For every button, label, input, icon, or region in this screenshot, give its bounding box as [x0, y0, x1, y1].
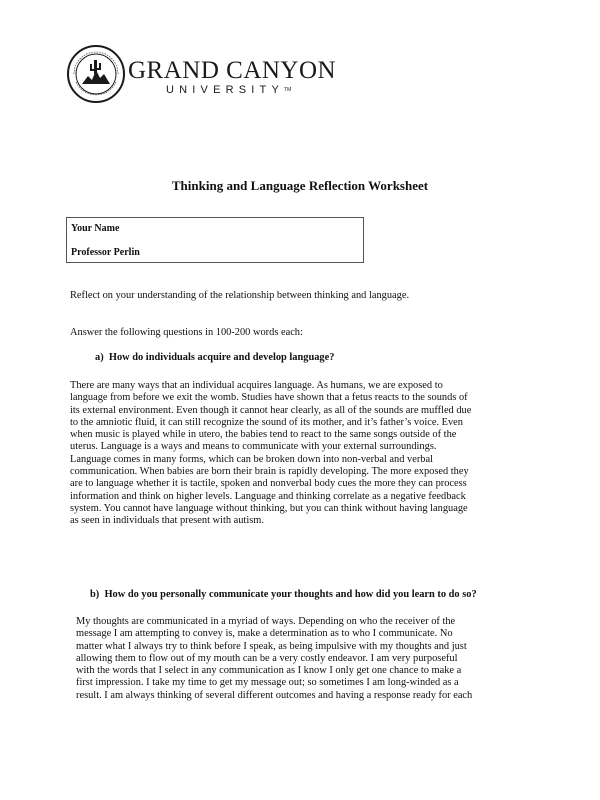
answer-a	[70, 380, 540, 528]
name-box	[66, 217, 364, 263]
intro-text: Reflect on your understanding of the relationship between thinking and language.	[70, 290, 410, 301]
worksheet-title: Thinking and Language Reflection Worksheet	[171, 178, 429, 193]
instructions-text: Answer the following questions in 100-200 words each:	[70, 327, 303, 338]
logo-wordmark: GRAND CANYON	[128, 57, 337, 84]
question-a-text: How do individuals acquire and develop language?	[108, 352, 335, 363]
answer-line: communication. When babies are born their brain is rapidly developing. The more exposed they	[70, 466, 469, 478]
answer-line: message I am attempting to convey is, make a determination as to who I communicate. No	[76, 628, 453, 640]
question-a	[95, 352, 334, 364]
answer-line: language from before we exit the womb. Studies have shown that a fetus reacts to the sounds of	[70, 392, 468, 404]
question-b-label: b)	[90, 589, 100, 600]
question-a-label: a)	[95, 352, 104, 363]
question-b-text: How do you personally communicate your thoughts and how did you learn to do so?	[104, 589, 477, 600]
answer-line: uterus. Language is a ways and means to communicate with your external surroundings.	[70, 441, 437, 453]
professor-name: Professor Perlin	[71, 247, 140, 258]
answer-line: information and think on higher levels. Language and thinking correlate as a negative feedback	[70, 490, 466, 502]
answer-line: its external environment. Even though it cannot hear clearly, as all of the sounds are muffled due	[70, 404, 472, 416]
answer-line: first impression. I take my time to get my message out; so sometimes I am long-winded as a	[76, 677, 459, 689]
university-seal-icon	[66, 44, 126, 104]
answer-line: My thoughts are communicated in a myriad of ways. Depending on who the receiver of the	[76, 616, 456, 627]
answer-line: as seen in individuals that present with autism.	[70, 515, 264, 527]
student-name: Your Name	[71, 223, 120, 234]
answer-line: There are many ways that an individual acquires language. As humans, we are exposed to	[70, 380, 443, 391]
university-logo	[66, 44, 337, 104]
answer-line: when music is played while in utero, the babies tend to react to the same songs outside of the	[70, 429, 457, 441]
answer-line: result. I am always thinking of several different outcomes and having a response ready for each	[76, 689, 473, 701]
answer-line: are to language whether it is tactile, spoken and nonverbal body cues the more they can process	[70, 478, 467, 490]
logo-subtitle: UNIVERSITY™	[166, 84, 292, 96]
answer-line: Language comes in many forms, which can be broken down into non-verbal and verbal	[70, 453, 433, 465]
answer-line: system. You cannot have language without thinking, but you can think without having language	[70, 502, 468, 514]
answer-line: to the amniotic fluid, it can still recognize the sound of its mother, and it’s father’s voice. Even	[70, 416, 463, 428]
question-b	[90, 589, 477, 601]
answer-line: with the words that I select in any communication as I know I only get one chance to make a	[76, 665, 462, 677]
answer-line: matter what I always try to think before I speak, as being impulsive with my thoughts and just	[76, 640, 467, 652]
answer-line: allowing them to flow out of my mouth can be a very costly endeavor. I am very purposeful	[76, 652, 458, 664]
answer-b	[76, 616, 546, 702]
